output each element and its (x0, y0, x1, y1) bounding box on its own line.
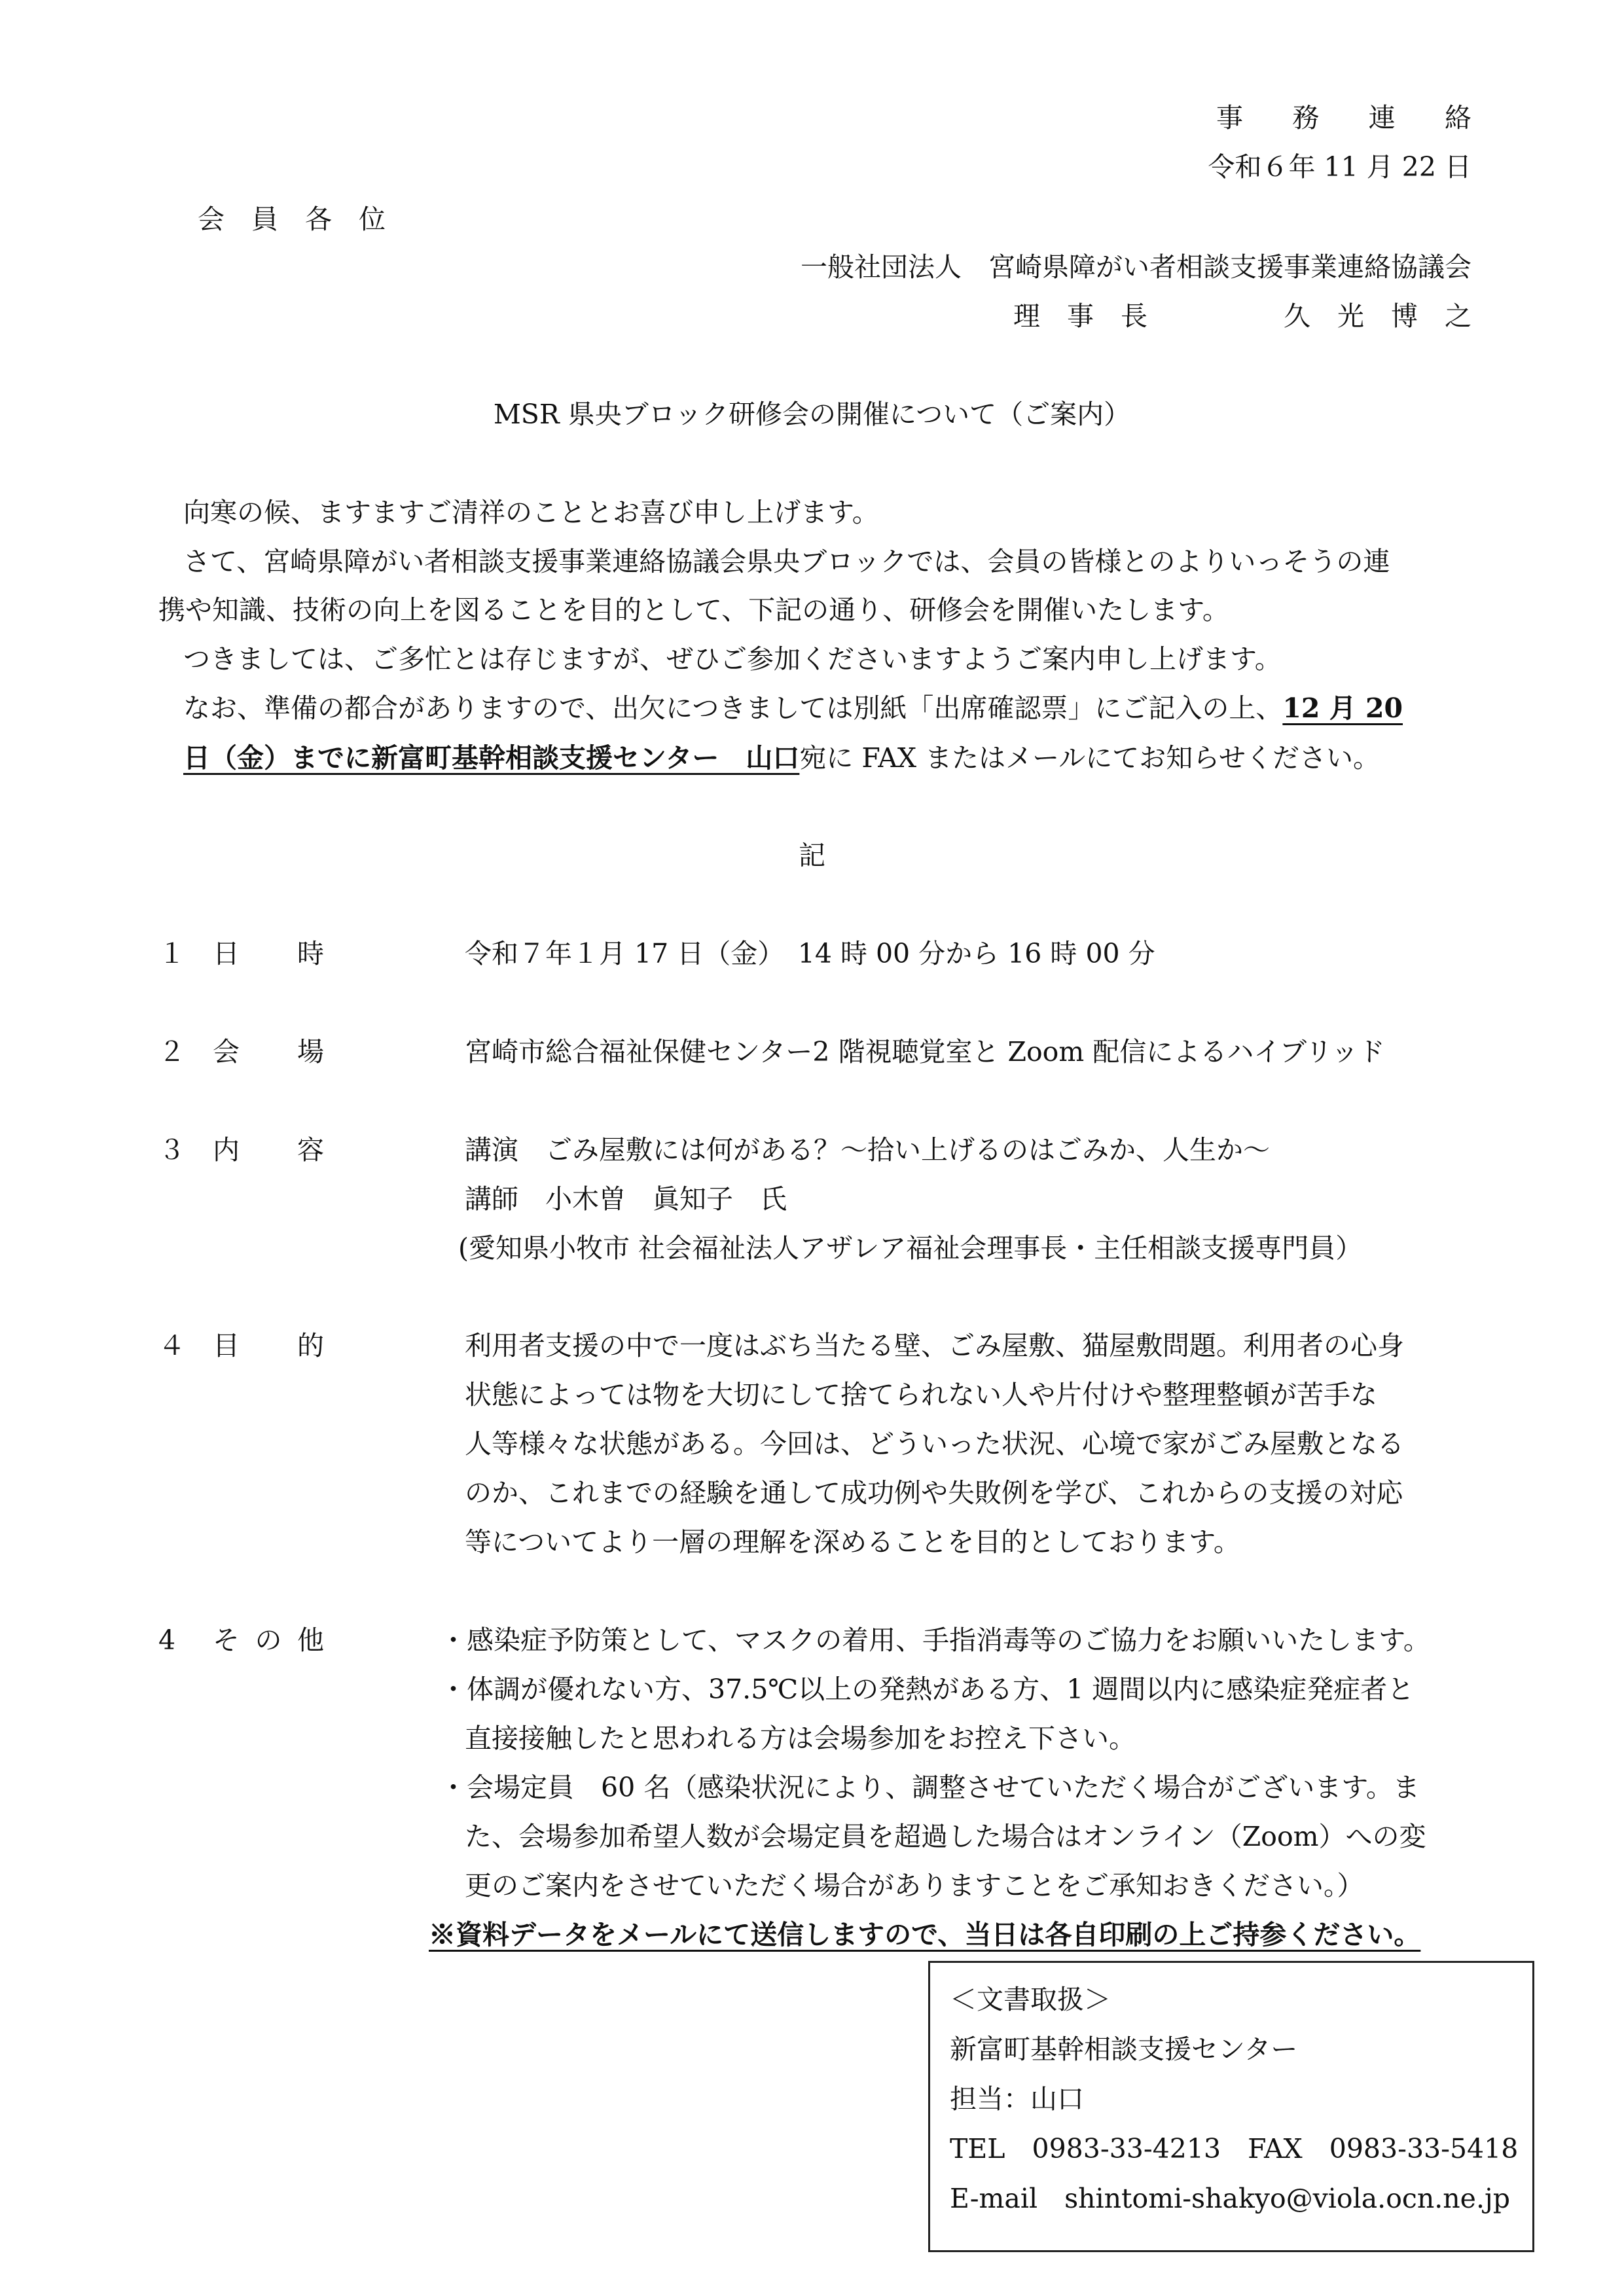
item-label-char: 場 (297, 1036, 324, 1067)
paragraph-rsvp-line1 (183, 692, 1403, 724)
sender-name: 久 光 博 之 (1284, 300, 1471, 332)
item-purpose-line: 等についてより一層の理解を深めることを目的としております。 (465, 1526, 1240, 1558)
item-label-char: 会 (213, 1036, 240, 1067)
item-label-char: 時 (297, 938, 324, 969)
sender-title: 理 事 長 (1013, 300, 1147, 332)
item-label-char: 容 (297, 1134, 324, 1166)
item-label-char: 目 (213, 1330, 240, 1361)
item-other-line: ・体調が優れない方、37.5℃以上の発熱がある方、1 週間以内に感染症発症者と (440, 1674, 1415, 1705)
sender-org: 一般社団法人 宮崎県障がい者相談支援事業連絡協議会 (801, 251, 1471, 283)
document-title: MSR 県央ブロック研修会の開催について（ご案内） (493, 399, 1131, 430)
rsvp-text: 宛に FAX またはメールにてお知らせください。 (799, 742, 1380, 774)
item-label (213, 1330, 324, 1361)
ki-heading: 記 (799, 840, 825, 871)
item-other-line: ・会場定員 60 名（感染状況により、調整させていただく場合がございます。ま (440, 1772, 1420, 1803)
materials-note: ※資料データをメールにて送信しますので、当日は各自印刷の上ご持参ください。 (429, 1919, 1421, 1950)
paragraph-purpose-line2: 携や知識、技術の向上を図ることを目的として、下記の通り、研修会を開催いたします。 (158, 594, 1229, 626)
item-label (213, 938, 324, 969)
doc-type-char: 事 (1216, 102, 1243, 134)
doc-type-char: 連 (1368, 102, 1396, 134)
item-label-char: 他 (297, 1624, 324, 1656)
item-number: ２ (158, 1036, 185, 1067)
contact-org: 新富町基幹相談支援センター (950, 2034, 1298, 2065)
rsvp-text: なお、準備の都合がありますので、出欠につきましては別紙「出席確認票」にご記入の上、 (183, 692, 1283, 724)
item-label-char: の (255, 1624, 282, 1656)
contact-email: E-mail shintomi-shakyo@viola.ocn.ne.jp (950, 2183, 1510, 2214)
doc-type-char: 絡 (1444, 102, 1471, 134)
paragraph-purpose-line1: さて、宮崎県障がい者相談支援事業連絡協議会県央ブロックでは、会員の皆様とのよりいっそうの連 (183, 546, 1390, 577)
paragraph-rsvp-line2 (183, 742, 1380, 774)
item-other-line: 更のご案内をさせていただく場合がありますことをご承知おきください。） (465, 1870, 1364, 1901)
paragraph-request: つきましては、ご多忙とは存じますが、ぜひご参加くださいますようご案内申し上げます。 (183, 643, 1282, 675)
item-number: ４ (158, 1330, 185, 1361)
item-label-char: 日 (213, 938, 240, 969)
contact-tel-fax: TEL 0983-33-4213 FAX 0983-33-5418 (950, 2133, 1519, 2164)
doc-date: 令和６年 11 月 22 日 (1208, 151, 1471, 183)
item-venue-value: 宮崎市総合福祉保健センター2 階視聴覚室と Zoom 配信によるハイブリッド (465, 1036, 1385, 1067)
item-label-char: 内 (213, 1134, 240, 1166)
doc-type (1216, 102, 1471, 134)
contact-header: ＜文書取扱＞ (950, 1984, 1111, 2015)
item-purpose-line: 人等様々な状態がある。今回は、どういった状況、心境で家がごみ屋敷となる (465, 1428, 1404, 1460)
item-label-char: そ (213, 1624, 240, 1656)
item-content-affiliation: (愛知県小牧市 社会福祉法人アザレア福祉会理事長・主任相談支援専門員） (458, 1232, 1363, 1264)
item-other-line: た、会場参加希望人数が会場定員を超過した場合はオンライン（Zoom）への変 (465, 1821, 1426, 1852)
item-purpose-line: のか、これまでの経験を通して成功例や失敗例を学び、これからの支援の対応 (465, 1477, 1403, 1509)
item-label (213, 1624, 324, 1656)
rsvp-deadline-contact: 日（金）までに新富町基幹相談支援センター 山口 (183, 742, 800, 774)
item-content-lecturer: 講師 小木曽 眞知子 氏 (465, 1183, 787, 1215)
rsvp-deadline: 12 月 20 (1282, 692, 1403, 724)
item-label (213, 1134, 324, 1166)
item-label (213, 1036, 324, 1067)
item-purpose-line: 状態によっては物を大切にして捨てられない人や片付けや整理整頓が苦手な (465, 1379, 1377, 1410)
item-number: 4 (158, 1624, 176, 1656)
item-datetime-value: 令和７年１月 17 日（金） 14 時 00 分から 16 時 00 分 (465, 938, 1155, 969)
contact-box (928, 1961, 1534, 2252)
item-other-line: 直接接触したと思われる方は会場参加をお控え下さい。 (465, 1723, 1136, 1754)
doc-type-char: 務 (1292, 102, 1320, 134)
contact-person: 担当：山口 (950, 2083, 1084, 2115)
item-number: １ (158, 938, 185, 969)
recipient: 会 員 各 位 (198, 204, 386, 235)
item-other-line: ・感染症予防策として、マスクの着用、手指消毒等のご協力をお願いいたします。 (440, 1624, 1430, 1656)
item-content-lecture: 講演 ごみ屋敷には何がある？～拾い上げるのはごみか、人生か～ (465, 1134, 1270, 1166)
paragraph-greeting: 向寒の候、ますますご清祥のこととお喜び申し上げます。 (183, 497, 879, 528)
item-label-char: 的 (297, 1330, 324, 1361)
item-purpose-line: 利用者支援の中で一度はぶち当たる壁、ごみ屋敷、猫屋敷問題。利用者の心身 (465, 1330, 1404, 1361)
item-number: ３ (158, 1134, 185, 1166)
